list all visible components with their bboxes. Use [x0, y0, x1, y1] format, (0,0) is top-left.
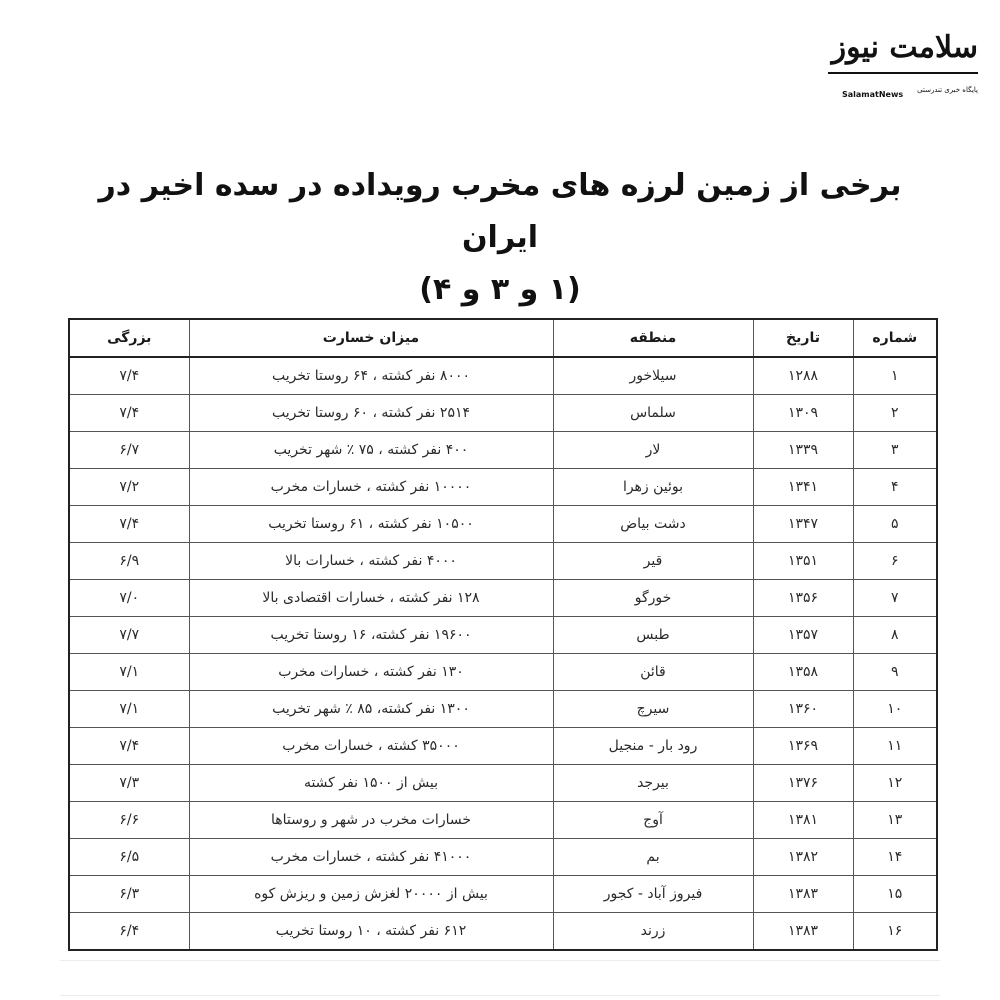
- cell-magnitude: ۷/۱: [69, 654, 189, 691]
- table-row: [69, 728, 937, 765]
- cell-date: ۱۳۳۹: [753, 432, 853, 469]
- header-magnitude: بزرگی: [69, 319, 189, 357]
- cell-region: لار: [553, 432, 753, 469]
- cell-damage: ۱۲۸ نفر کشته ، خسارات اقتصادی بالا: [189, 580, 553, 617]
- cell-region: خورگو: [553, 580, 753, 617]
- title-line-1: برخی از زمین لرزه های مخرب رویداده در سده اخیر در ایران: [98, 168, 902, 255]
- cell-number: ۱۴: [853, 839, 937, 876]
- logo-tagline: پایگاه خبری تندرستی: [917, 86, 978, 94]
- cell-region: قائن: [553, 654, 753, 691]
- cell-date: ۱۳۵۸: [753, 654, 853, 691]
- cell-magnitude: ۷/۷: [69, 617, 189, 654]
- cell-date: ۱۳۸۳: [753, 876, 853, 913]
- cell-damage: ۴۰۰ نفر کشته ، ۷۵ ٪ شهر تخریب: [189, 432, 553, 469]
- title-line-2: (۱ و ۳ و ۴): [419, 272, 581, 307]
- cell-number: ۱۳: [853, 802, 937, 839]
- logo-underline: [828, 72, 978, 74]
- cell-number: ۱۱: [853, 728, 937, 765]
- cell-magnitude: ۶/۵: [69, 839, 189, 876]
- table-header-row: [69, 319, 937, 357]
- cell-date: ۱۳۶۰: [753, 691, 853, 728]
- cell-number: ۲: [853, 395, 937, 432]
- cell-number: ۳: [853, 432, 937, 469]
- page-title: [60, 160, 940, 316]
- cell-region: فیروز آباد - کجور: [553, 876, 753, 913]
- cell-date: ۱۳۸۳: [753, 913, 853, 951]
- cell-date: ۱۳۴۱: [753, 469, 853, 506]
- cell-magnitude: ۶/۴: [69, 913, 189, 951]
- cell-magnitude: ۶/۳: [69, 876, 189, 913]
- header-damage: میزان خسارت: [189, 319, 553, 357]
- cell-magnitude: ۷/۴: [69, 728, 189, 765]
- logo-latin-name: SalamatNews: [842, 90, 904, 99]
- header-region: منطقه: [553, 319, 753, 357]
- cell-damage: ۸۰۰۰ نفر کشته ، ۶۴ روستا تخریب: [189, 357, 553, 395]
- table-row: [69, 469, 937, 506]
- header-date: تاریخ: [753, 319, 853, 357]
- cell-date: ۱۳۴۷: [753, 506, 853, 543]
- table-row: [69, 654, 937, 691]
- cell-number: ۵: [853, 506, 937, 543]
- cell-number: ۱۲: [853, 765, 937, 802]
- cell-region: سیلاخور: [553, 357, 753, 395]
- cell-region: آوج: [553, 802, 753, 839]
- cell-number: ۴: [853, 469, 937, 506]
- table-row: [69, 802, 937, 839]
- cell-damage: ۱۳۰ نفر کشته ، خسارات مخرب: [189, 654, 553, 691]
- cell-damage: بیش از ۲۰۰۰۰ لغزش زمین و ریزش کوه: [189, 876, 553, 913]
- earthquake-table: [68, 318, 938, 951]
- cell-magnitude: ۷/۱: [69, 691, 189, 728]
- divider: [60, 995, 940, 996]
- cell-damage: ۴۱۰۰۰ نفر کشته ، خسارات مخرب: [189, 839, 553, 876]
- divider: [60, 960, 940, 961]
- table-row: [69, 432, 937, 469]
- cell-number: ۱۵: [853, 876, 937, 913]
- cell-date: ۱۳۸۲: [753, 839, 853, 876]
- cell-date: ۱۳۸۱: [753, 802, 853, 839]
- table-row: [69, 839, 937, 876]
- cell-number: ۸: [853, 617, 937, 654]
- cell-region: بیرجد: [553, 765, 753, 802]
- logo-text: سلامت نیوز: [831, 30, 978, 65]
- table-row: [69, 876, 937, 913]
- cell-date: ۱۳۶۹: [753, 728, 853, 765]
- cell-damage: ۳۵۰۰۰ کشته ، خسارات مخرب: [189, 728, 553, 765]
- cell-date: ۱۳۵۷: [753, 617, 853, 654]
- cell-number: ۱۰: [853, 691, 937, 728]
- cell-damage: ۱۰۵۰۰ نفر کشته ، ۶۱ روستا تخریب: [189, 506, 553, 543]
- cell-damage: ۱۳۰۰ نفر کشته، ۸۵ ٪ شهر تخریب: [189, 691, 553, 728]
- table-row: [69, 913, 937, 951]
- table-row: [69, 357, 937, 395]
- cell-damage: ۶۱۲ نفر کشته ، ۱۰ روستا تخریب: [189, 913, 553, 951]
- cell-number: ۱۶: [853, 913, 937, 951]
- table-row: [69, 395, 937, 432]
- cell-region: سلماس: [553, 395, 753, 432]
- table-body: [69, 357, 937, 950]
- cell-date: ۱۲۸۸: [753, 357, 853, 395]
- cell-magnitude: ۷/۰: [69, 580, 189, 617]
- cell-date: ۱۳۵۶: [753, 580, 853, 617]
- cell-region: زرند: [553, 913, 753, 951]
- cell-magnitude: ۶/۷: [69, 432, 189, 469]
- cell-damage: بیش از ۱۵۰۰ نفر کشته: [189, 765, 553, 802]
- cell-damage: ۱۰۰۰۰ نفر کشته ، خسارات مخرب: [189, 469, 553, 506]
- cell-region: رود بار - منجیل: [553, 728, 753, 765]
- cell-damage: ۱۹۶۰۰ نفر کشته، ۱۶ روستا تخریب: [189, 617, 553, 654]
- cell-date: ۱۳۵۱: [753, 543, 853, 580]
- cell-magnitude: ۷/۲: [69, 469, 189, 506]
- header-number: شماره: [853, 319, 937, 357]
- cell-region: قیر: [553, 543, 753, 580]
- cell-magnitude: ۷/۴: [69, 395, 189, 432]
- table-row: [69, 617, 937, 654]
- cell-magnitude: ۷/۴: [69, 357, 189, 395]
- table-row: [69, 543, 937, 580]
- cell-magnitude: ۶/۶: [69, 802, 189, 839]
- cell-magnitude: ۷/۴: [69, 506, 189, 543]
- cell-damage: ۲۵۱۴ نفر کشته ، ۶۰ روستا تخریب: [189, 395, 553, 432]
- cell-number: ۱: [853, 357, 937, 395]
- cell-region: دشت بیاض: [553, 506, 753, 543]
- cell-number: ۷: [853, 580, 937, 617]
- cell-number: ۹: [853, 654, 937, 691]
- cell-region: بوئین زهرا: [553, 469, 753, 506]
- cell-damage: ۴۰۰۰ نفر کشته ، خسارات بالا: [189, 543, 553, 580]
- cell-damage: خسارات مخرب در شهر و روستاها: [189, 802, 553, 839]
- table-row: [69, 580, 937, 617]
- cell-magnitude: ۷/۳: [69, 765, 189, 802]
- cell-magnitude: ۶/۹: [69, 543, 189, 580]
- cell-date: ۱۳۰۹: [753, 395, 853, 432]
- cell-number: ۶: [853, 543, 937, 580]
- table-row: [69, 765, 937, 802]
- cell-region: بم: [553, 839, 753, 876]
- table-row: [69, 691, 937, 728]
- cell-date: ۱۳۷۶: [753, 765, 853, 802]
- table-row: [69, 506, 937, 543]
- cell-region: طبس: [553, 617, 753, 654]
- cell-region: سیرچ: [553, 691, 753, 728]
